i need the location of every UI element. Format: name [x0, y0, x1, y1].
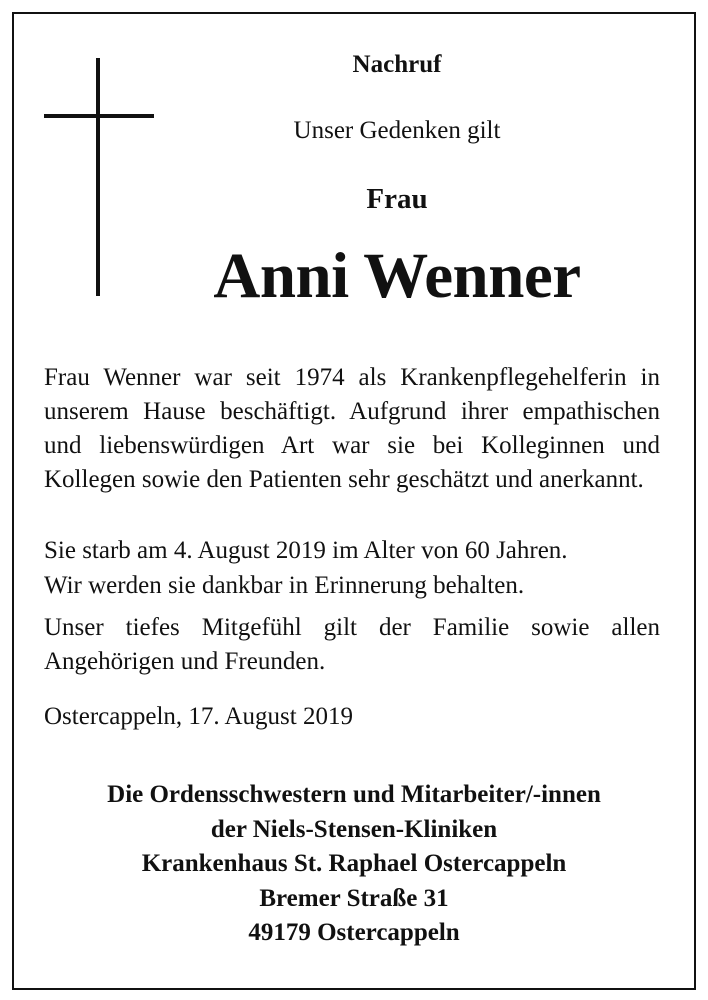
- sender-line-hospital: Krankenhaus St. Raphael Ostercappeln: [141, 850, 567, 877]
- deceased-name: Anni Wenner: [213, 240, 581, 312]
- sender-line-street: Bremer Straße 31: [259, 884, 449, 912]
- sender-line-city: 49179 Ostercappeln: [248, 919, 460, 946]
- paragraph-remembrance: Wir werden sie dankbar in Erinnerung behalten.: [44, 572, 525, 599]
- notice-title: Nachruf: [352, 51, 442, 78]
- sender-block: [20, 778, 688, 951]
- paragraph-career: Frau Wenner war seit 1974 als Krankenpflegehelferin in unserem Hause beschäftigt. Aufgrund ihrer empathischen und liebenswürdigen Art war sie bei Kolleginnen und Kollegen sowie den Patienten sehr geschätzt und anerkannt.: [44, 364, 660, 493]
- salutation: Frau: [366, 183, 428, 215]
- paragraph-death: Sie starb am 4. August 2019 im Alter von 60 Jahren.: [44, 537, 568, 564]
- notice-intro: Unser Gedenken gilt: [293, 117, 501, 144]
- place-date: Ostercappeln, 17. August 2019: [44, 703, 353, 730]
- cross-horizontal-bar: [44, 114, 154, 118]
- cross-vertical-bar: [96, 58, 100, 296]
- sender-line-staff: Die Ordensschwestern und Mitarbeiter/-innen: [107, 781, 601, 808]
- cross-icon: [44, 58, 154, 296]
- paragraph-condolence: Unser tiefes Mitgefühl gilt der Familie sowie allen Angehörigen und Freunden.: [44, 614, 660, 675]
- sender-line-clinic-group: der Niels-Stensen-Kliniken: [210, 815, 498, 843]
